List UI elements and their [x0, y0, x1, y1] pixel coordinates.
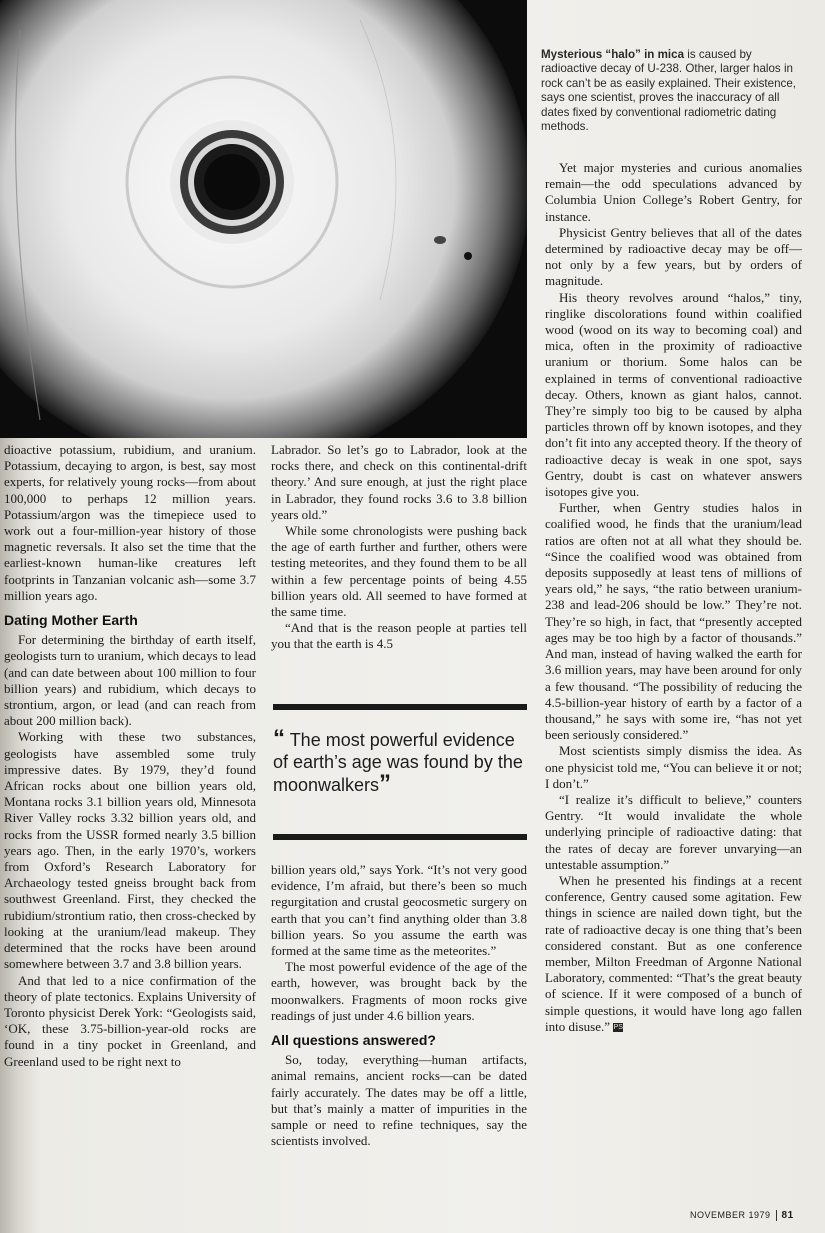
paragraph: Labrador. So let’s go to Labrador, look at the rocks there, and check on this continental-drift theory.’ And sure enough, at just the right place in Labrador, they found rocks 3.6 to 3.8 billion years old.” [271, 442, 527, 522]
halo-rings [0, 0, 527, 438]
paragraph-text: When he presented his findings at a recent conference, Gentry caused some agitation. Few things in science are nailed down tight, but the rate of radioactive decay is one thing that’s been considered constant. But as one conference member, Milton Freedman of Argonne National Laboratory, commented: “That’s the great beauty of science. If it were composed of a bunch of simple questions, it would have long ago fallen into disuse.” [545, 872, 802, 1034]
open-quote-mark: “ [273, 725, 285, 752]
column-2-continued [271, 862, 527, 1149]
pull-quote-bottom-rule [273, 834, 527, 840]
pull-quote [273, 704, 527, 840]
page-number: 81 [781, 1210, 794, 1221]
paragraph: Further, when Gentry studies halos in coalified wood, he finds that the uranium/lead ratios are often not at all what they should be. “Since the coalified wood was obtained from deposits supposedly at least tens of millions of years old,” he says, “the ratio between uranium-238 and lead-206 should be low.” They’re not. They’re so high, in fact, that “presently accepted ages may be too high by a factor of thousands.” And man, instead of having walked the earth for 3.6 million years, may have been around for only a few thousand. “The possibility of reducing the 4.5-billion-year history of earth by a factor of a thousand,” he says with some ire, “has not yet been seriously considered.” [545, 500, 802, 743]
paragraph: “And that is the reason people at parties tell you that the earth is 4.5 [271, 620, 527, 652]
paragraph: And that led to a nice confirmation of the theory of plate tectonics. Explains University of Toronto physicist Derek York: “Geologists said, ‘OK, these 3.75-billion-year-old rocks are found in a tiny pocket in Greenland, and Greenland used to be right next to [4, 972, 256, 1069]
pull-quote-body: The most powerful evidence of earth’s age was found by the moonwalkers [273, 730, 523, 795]
paragraph: dioactive potassium, rubidium, and uranium. Potassium, decaying to argon, is best, say most experts, for relatively young rocks—from about 100,000 to perhaps 12 million years. Potassium/argon was the timepiece used to work out a four-million-year history of those magnetic reversals. It also set the time that the earliest-known human-like creatures left footprints in Tanzanian volcanic ash—some 3.7 million years ago. [4, 442, 256, 603]
column-1 [4, 442, 256, 1070]
subheading-dating-mother-earth: Dating Mother Earth [4, 612, 138, 629]
paragraph: billion years old,” says York. “It’s not very good evidence, I’m afraid, but there’s been so much regurgitation and crustal geocosmetic surgery on earth that you can’t find anything older than 3.8 billion years. So you assume the earth was formed at the same time as the meteorites.” [271, 862, 527, 959]
end-of-article-mark: PS [613, 1024, 623, 1032]
paragraph: Most scientists simply dismiss the idea. As one physicist told me, “You can believe it or not; I don’t.” [545, 743, 802, 791]
footer-divider [776, 1210, 777, 1221]
paragraph: So, today, everything—human artifacts, animal remains, ancient rocks—can be dated fairly accurately. The dates may be off a little, but that’s mainly a matter of impurities in the sample or need to refine techniques, say the scientists involved. [271, 1052, 527, 1149]
paragraph: For determining the birthday of earth itself, geologists turn to uranium, which decays to lead (and can date between about 100 million to four billion years) and rubidium, which decays to strontium, argon, or lead (and can reach from about 200 million back). [4, 632, 257, 729]
paragraph: Working with these two substances, geologists have assembled some truly impressive dates. By 1979, they’d found African rocks about one billion years old, Montana rocks 3.1 billion years old, Minnesota River Valley rocks 3.32 billion years old, and rocks from the USSR formed nearly 3.5 billion years ago. Then, in the early 1970’s, workers from Oxford’s Research Laboratory for Archaeology tested gneiss brought back from southwest Greenland. First, they checked the rubidium/strontium ratio, then cross-checked by looking at the uranium/lead makeup. They determined that the rocks have been around somewhere between 3.7 and 3.8 billion years. [4, 729, 256, 972]
column-3 [545, 160, 802, 1035]
caption-lead: Mysterious “halo” in mica [541, 48, 685, 61]
caption-text: is caused by radioactive decay of U-238. Other, larger halos in rock can’t be as easily explained. Their existence, says one scientist, proves the inaccuracy of all dates fixed by conventional radiometric dating methods. [541, 48, 796, 134]
page-footer [690, 1210, 794, 1221]
pull-quote-text [273, 725, 527, 797]
halo-photo [0, 0, 527, 438]
column-2 [271, 442, 527, 653]
subheading-all-questions-answered: All questions answered? [271, 1032, 436, 1049]
close-quote-mark: ” [379, 770, 392, 797]
paragraph [545, 873, 802, 1035]
photo-caption [541, 48, 803, 134]
paragraph: While some chronologists were pushing back the age of earth further and further, others were testing meteorites, and they found them to be all within a few percentage points of being 4.55 billion years old. All seemed to have formed at the same time. [271, 523, 527, 620]
paragraph: The most powerful evidence of the age of the earth, however, was brought back by the moonwalkers. Fragments of moon rocks give readings of just under 4.6 billion years. [271, 959, 527, 1023]
issue-date: NOVEMBER 1979 [690, 1210, 771, 1220]
pull-quote-top-rule [273, 704, 527, 710]
paragraph: Yet major mysteries and curious anomalies remain—the odd speculations advanced by Columbia Union College’s Robert Gentry, for instance. [545, 160, 802, 224]
paragraph: His theory revolves around “halos,” tiny, ringlike discolorations found within coalified wood (wood on its way to becoming coal) and mica, often in the proximity of radioactive uranium or thorium. Some halos can be explained in terms of conventional radioactive decay. Others, known as giant halos, cannot. They’re simply too big to be caused by alpha particles thrown off by known isotopes, and they don’t fit into any accepted theory. If the theory of radioactive decay is weak in one spot, says Gentry, doubt is cast on whatever answers isotopes give you. [545, 289, 802, 500]
paragraph: “I realize it’s difficult to believe,” counters Gentry. “It would invalidate the whole underlying principle of radioactive dating: that the rates of decay are forever unvarying—an untestable assumption.” [545, 791, 802, 872]
paragraph: Physicist Gentry believes that all of the dates determined by radioactive decay may be off—not only by a few years, but by orders of magnitude. [545, 224, 802, 289]
